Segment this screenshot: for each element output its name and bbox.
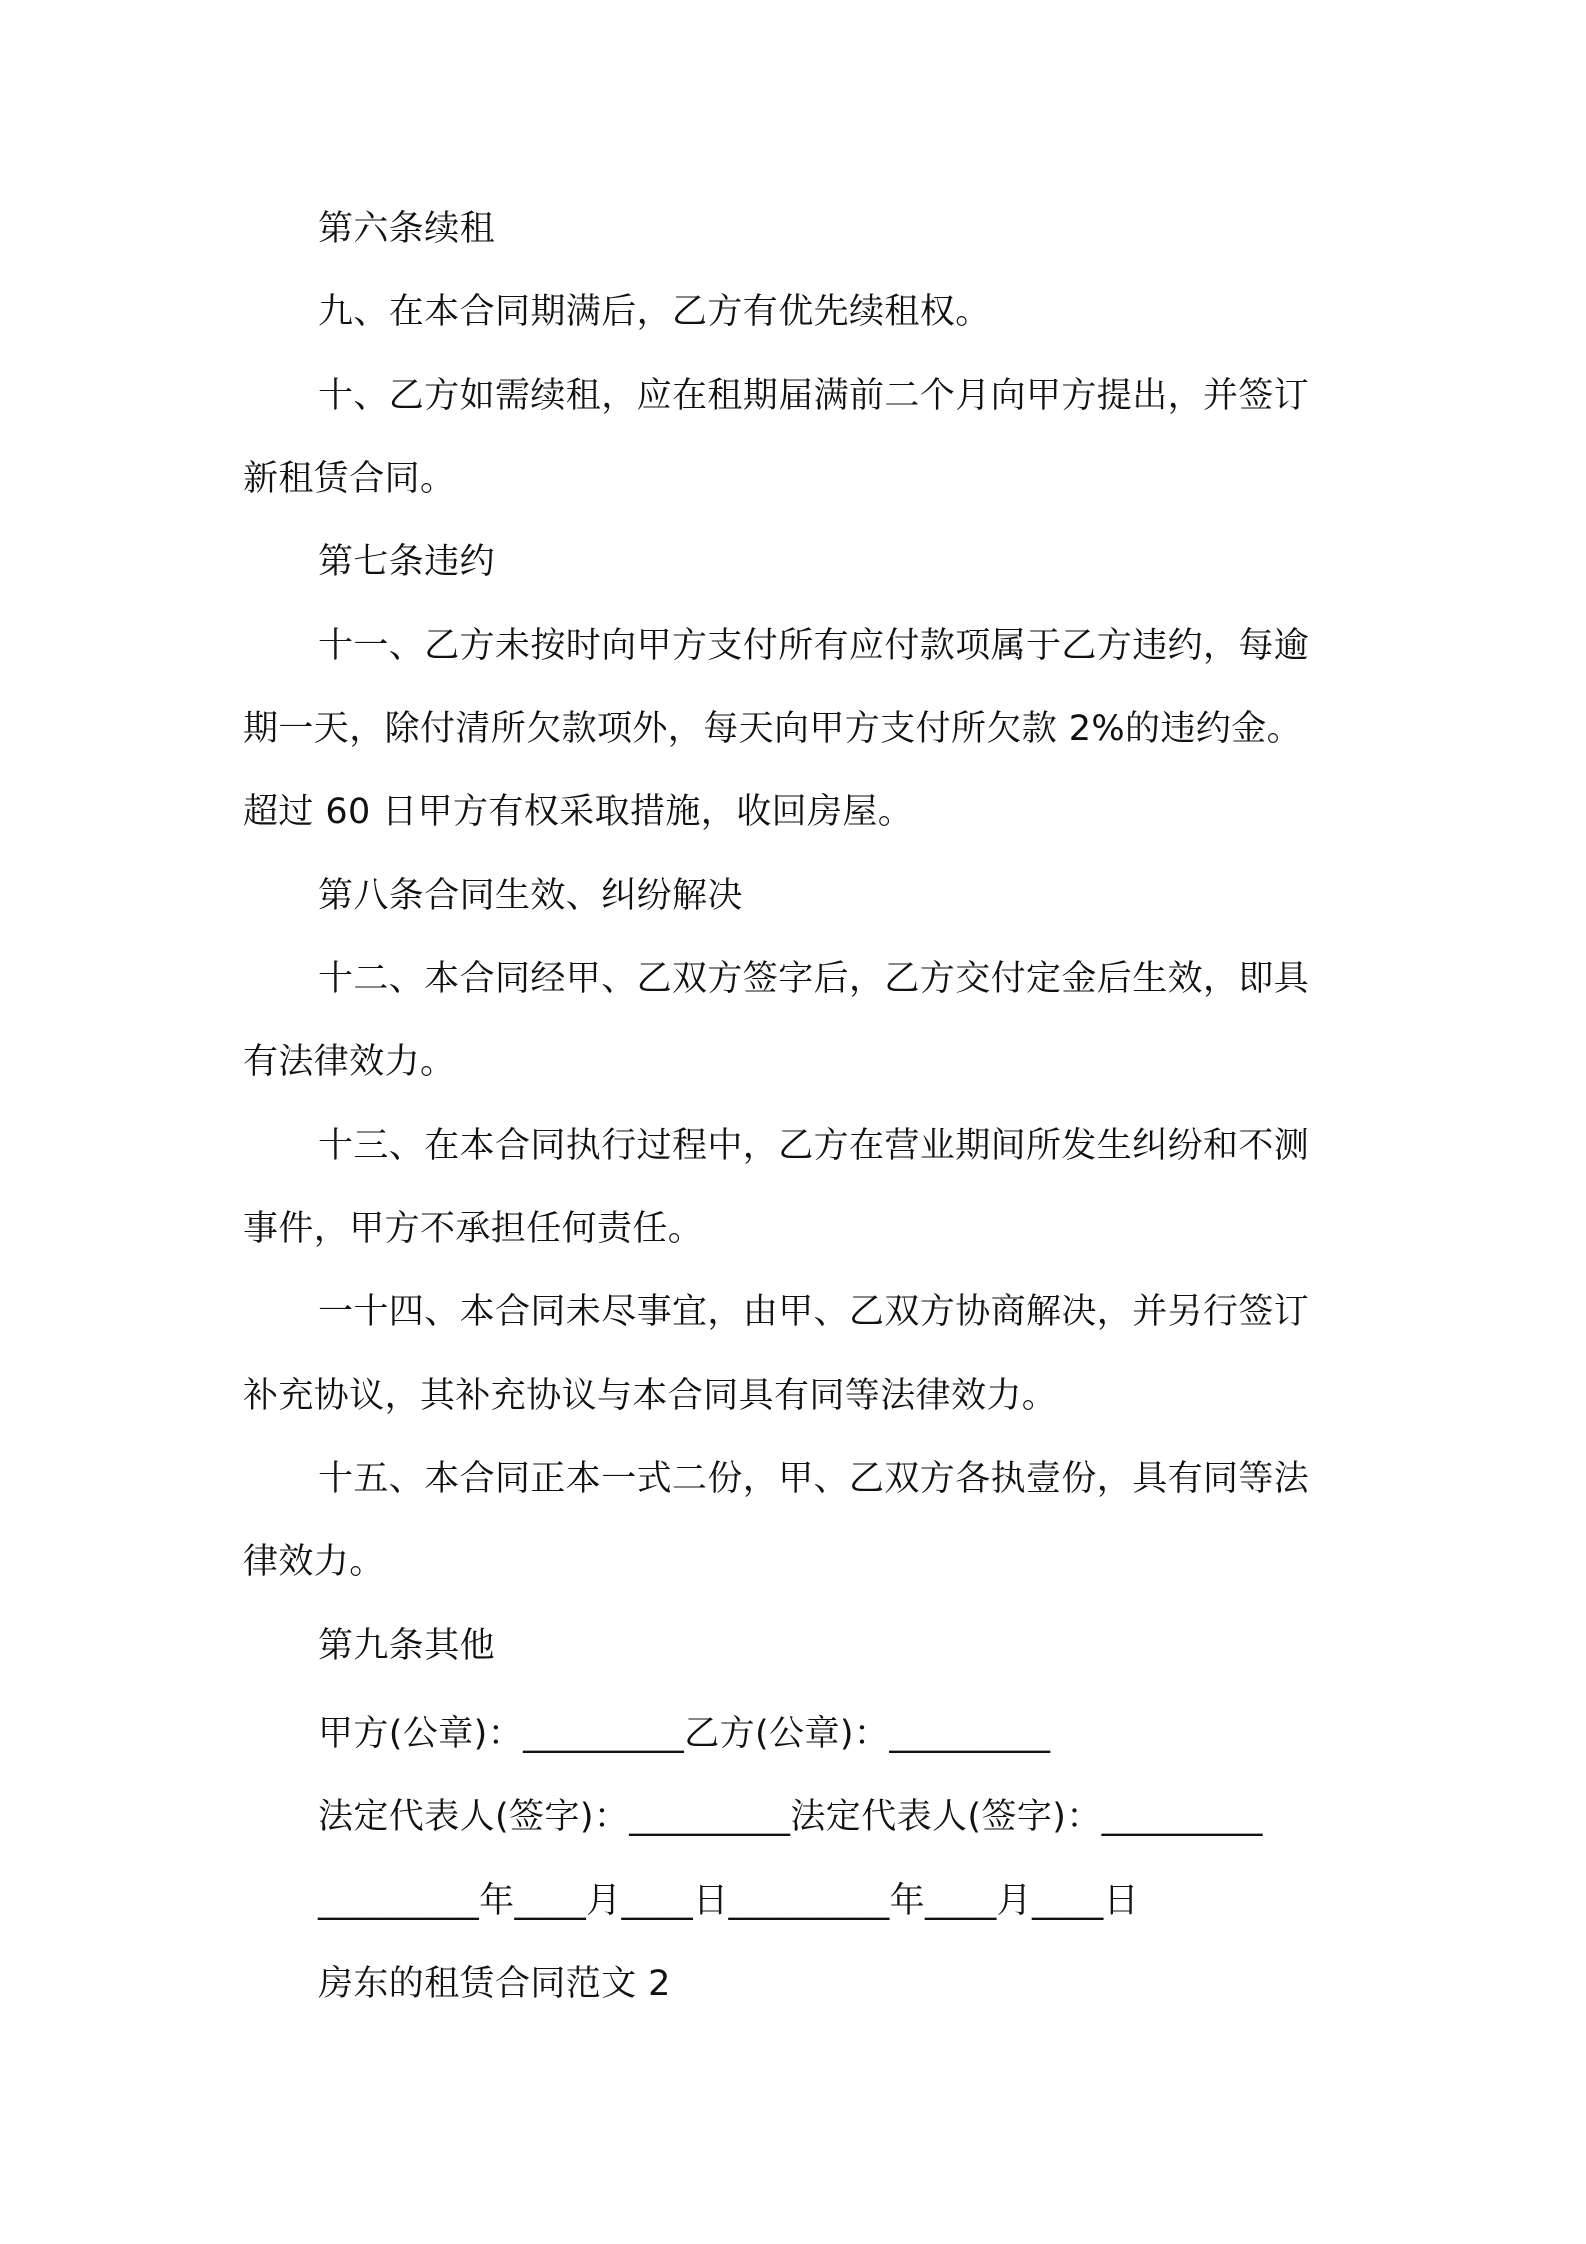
clause-11-line-2: 期一天，除付清所欠款项外，每天向甲方支付所欠款 2%的违约金。 (243, 709, 1303, 749)
clause-14-line-2: 补充协议，其补充协议与本合同具有同等法律效力。 (243, 1376, 1058, 1416)
heading-article-7: 第七条违约 (318, 542, 496, 582)
signature-representative-line: 法定代表人(签字)：_________法定代表人(签字)：_________ (318, 1797, 1263, 1837)
clause-10-line-1: 十、乙方如需续租，应在租期届满前二个月向甲方提出，并签订 (318, 376, 1310, 416)
next-document-title: 房东的租赁合同范文 2 (318, 1964, 671, 2004)
clause-14-line-1: 一十四、本合同未尽事宜，由甲、乙双方协商解决，并另行签订 (318, 1292, 1310, 1332)
clause-11-line-3: 超过 60 日甲方有权采取措施，收回房屋。 (243, 792, 914, 832)
heading-article-9: 第九条其他 (318, 1626, 496, 1666)
clause-13-line-2: 事件，甲方不承担任何责任。 (243, 1209, 704, 1249)
signature-date-line: _________年____月____日_________年____月____日 (318, 1881, 1140, 1921)
clause-9: 九、在本合同期满后，乙方有优先续租权。 (318, 292, 991, 332)
clause-12-line-2: 有法律效力。 (243, 1042, 456, 1082)
clause-13-line-1: 十三、在本合同执行过程中，乙方在营业期间所发生纠纷和不测 (318, 1126, 1310, 1166)
clause-10-line-2: 新租赁合同。 (243, 459, 456, 499)
clause-11-line-1: 十一、乙方未按时向甲方支付所有应付款项属于乙方违约，每逾 (318, 626, 1310, 666)
signature-seal-line: 甲方(公章)：_________乙方(公章)：_________ (318, 1714, 1051, 1754)
clause-15-line-1: 十五、本合同正本一式二份，甲、乙双方各执壹份，具有同等法 (318, 1459, 1310, 1499)
clause-12-line-1: 十二、本合同经甲、乙双方签字后，乙方交付定金后生效，即具 (318, 959, 1310, 999)
heading-article-8: 第八条合同生效、纠纷解决 (318, 876, 743, 916)
clause-15-line-2: 律效力。 (243, 1542, 385, 1582)
heading-article-6: 第六条续租 (318, 209, 496, 249)
